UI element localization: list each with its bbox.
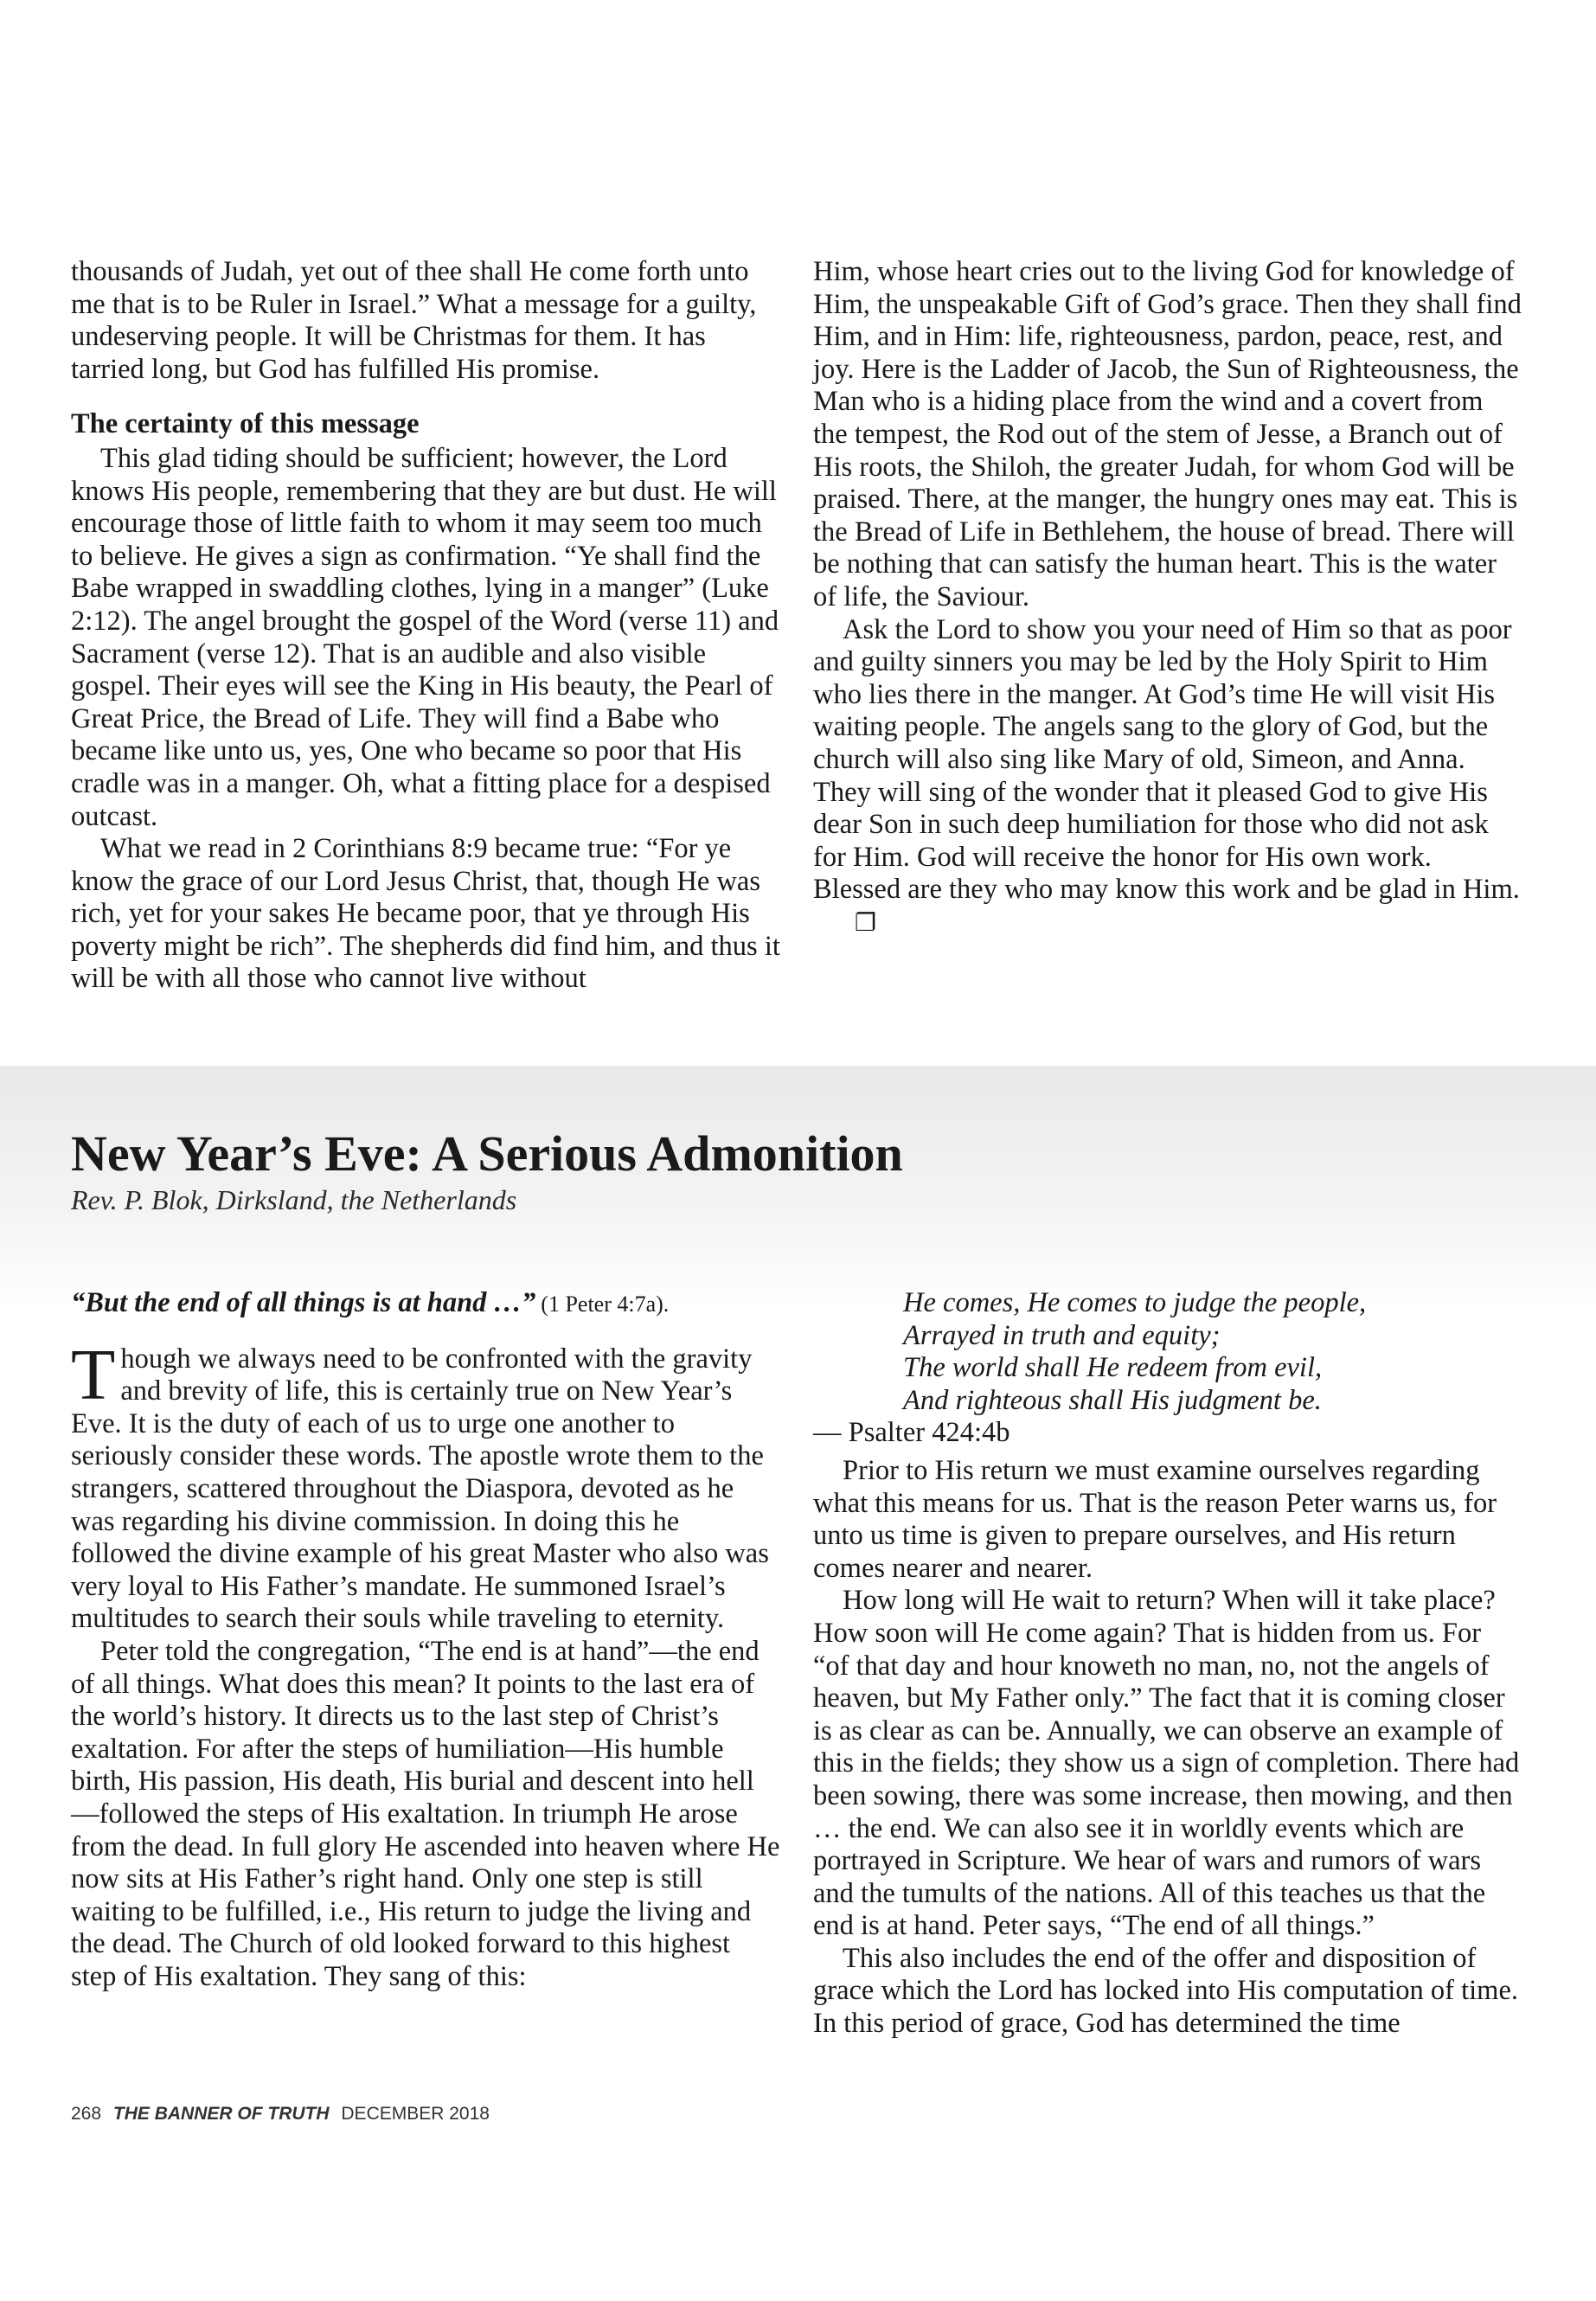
page-footer xyxy=(71,2104,490,2125)
article-byline: Rev. P. Blok, Dirksland, the Netherlands xyxy=(71,1184,517,1215)
paragraph-text: Ask the Lord to show you your need of Him so that as poor and guilty sinners you may be led by the Holy Spirit to Him who lies there in the manger. At God’s time He will visit His waiting people. The angels sang to the glory of God, but the church will also sing like Mary of old, Simeon, and Anna. They will sing of the wonder that it pleased God to give His dear Son in such deep humiliation for those who did not ask for Him. God will receive the honor for His own work. Blessed are they who may know this work and be glad in Him. xyxy=(813,613,1520,906)
poem-line: Arrayed in truth and equity; xyxy=(903,1319,1221,1351)
poem-source: — Psalter 424:4b xyxy=(813,1417,1010,1449)
page-number: 268 xyxy=(71,2104,102,2124)
epigraph xyxy=(71,1287,780,1321)
top-article-left-column xyxy=(71,256,780,996)
article-right-column xyxy=(813,1287,1522,2041)
article-title: New Year’s Eve: A Serious Admonition xyxy=(71,1125,903,1182)
article-left-column xyxy=(71,1287,780,1993)
paragraph: Him, whose heart cries out to the living God for knowledge of Him, the unspeakable Gift of God’s grace. Then they shall find Him, and in Him: life, righteousness, pardon, peace, rest, and joy. Here is the Ladder of Jacob, the Sun of Righteousness, the Man who is a hiding place from the wind and a covert from the tempest, the Rod out of the stem of Jesse, a Branch out of His roots, the Shiloh, the greater Judah, for whom God will be praised. There, at the manger, the hungry ones may eat. This is the Bread of Life in Bethlehem, the house of bread. There will be nothing that can satisfy the human heart. This is the water of life, the Saviour. xyxy=(813,256,1522,612)
drop-cap: T xyxy=(71,1334,116,1415)
epigraph-quote: “But the end of all things is at hand …” xyxy=(71,1287,536,1318)
psalter-quote xyxy=(813,1287,1522,1417)
paragraph-text: hough we always need to be confronted with the gravity and brevity of life, this is certainly true on New Year’s Eve. It is the duty of each of us to urge one another to seriously consider these words. The apostle wrote them to the strangers, scattered throughout the Diaspora, devoted as he was regarding his divine commission. In doing this he followed the divine example of his great Master who also was very loyal to His Father’s mandate. He summoned Israel’s multitudes to search their souls while traveling to eternity. xyxy=(71,1343,769,1635)
paragraph: This glad tiding should be sufficient; however, the Lord knows His people, remembering that they are but dust. He will encourage those of little faith to whom it may seem too much to believe. He gives a sign as confirmation. “Ye shall find the Babe wrapped in swaddling clothes, lying in a manger” (Luke 2:12). The angel brought the gospel of the Word (verse 11) and Sacrament (verse 12). That is an audible and also visible gospel. Their eyes will see the King in His beauty, the Pearl of Great Price, the Bread of Life. They will find a Babe who became like unto us, yes, One who became so poor that His cradle was in a manger. Oh, what a fitting place for a despised outcast. xyxy=(71,442,779,832)
poem-line: And righteous shall His judgment be. xyxy=(903,1384,1322,1416)
paragraph: thousands of Judah, yet out of thee shall He come forth unto me that is to be Ruler in Israel.” What a message for a guilty, undeserving people. It will be Christmas for them. It has tarried long, but God has fulfilled His promise. xyxy=(71,256,757,385)
section-subhead: The certainty of this message xyxy=(71,408,420,440)
publication-name: THE BANNER OF TRUTH xyxy=(112,2104,330,2124)
paragraph: How long will He wait to return? When will it take place? How soon will He come again? That is hidden from us. For “of that day and hour knoweth no man, no, not the angels of heaven, but My Father only.” The fact that it is coming closer is as clear as can be. Annually, we can observe an example of this in the fields; they show us a sign of completion. There had been sowing, there was some increase, then mowing, and then … the end. We can also see it in worldly events which are portrayed in Scripture. We hear of wars and rumors of wars and the tumults of the nations. All of this teaches us that the end is at hand. Peter says, “The end of all things.” xyxy=(813,1585,1520,1942)
issue-date: DECEMBER 2018 xyxy=(341,2104,490,2124)
paragraph xyxy=(813,614,1522,939)
paragraph: Peter told the congregation, “The end is at hand”—the end of all things. What does this mean? It points to the last era of the world’s history. It directs us to the last step of Christ’s exaltation. For after the steps of humiliation—His humble birth, His passion, His death, His burial and descent into hell—followed the steps of His exaltation. In triumph He arose from the dead. In full glory He ascended into heaven where He now sits at His Father’s right hand. Only one step is still waiting to be fulfilled, i.e., His return to judge the living and the dead. The Church of old looked forward to this highest step of His exaltation. They sang of this: xyxy=(71,1635,780,1992)
epigraph-reference: (1 Peter 4:7a). xyxy=(541,1292,670,1317)
poem-line: He comes, He comes to judge the people, xyxy=(903,1287,1367,1318)
paragraph: Prior to His return we must examine ourselves regarding what this means for us. That is the reason Peter warns us, for unto us time is given to prepare ourselves, and His return comes nearer and nearer. xyxy=(813,1454,1497,1584)
paragraph: This also includes the end of the offer and disposition of grace which the Lord has locked into His computation of time. In this period of grace, God has determined the time xyxy=(813,1942,1518,2040)
poem-line: The world shall He redeem from evil, xyxy=(903,1352,1323,1384)
top-article-right-column xyxy=(813,256,1522,939)
first-paragraph xyxy=(71,1334,780,1636)
paragraph: What we read in 2 Corinthians 8:9 became true: “For ye know the grace of our Lord Jesus Christ, that, though He was rich, yet for your sakes He became poor, that ye through His poverty might be rich”. The shepherds did find him, and thus it will be with all those who cannot live without xyxy=(71,833,780,995)
end-of-article-icon: ❐ xyxy=(855,907,877,937)
